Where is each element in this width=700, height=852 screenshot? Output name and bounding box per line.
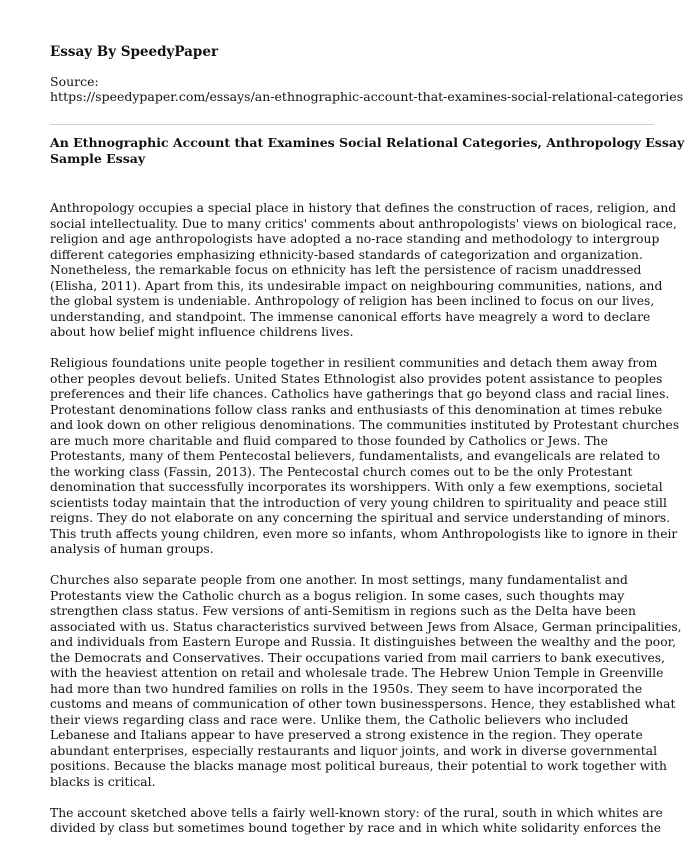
text-line: their views regarding class and race were. Unlike them, the Catholic believers who included	[50, 712, 629, 727]
text-line: (Elisha, 2011). Apart from this, its undesirable impact on neighbouring communities, nations, and	[50, 278, 663, 293]
text-line: blacks is critical.	[50, 774, 156, 789]
text-line: The account sketched above tells a fairly well-known story: of the rural, south in which whites are	[50, 805, 663, 820]
text-line: Anthropology occupies a special place in history that defines the construction of races, religion, and	[50, 201, 677, 215]
text-line: are much more charitable and fluid compared to those founded by Catholics or Jews. The	[50, 433, 608, 448]
text-line: Protestants view the Catholic church as a bogus religion. In some cases, such thoughts may	[50, 588, 625, 603]
text-line: reigns. They do not elaborate on any concerning the spiritual and service understanding of minors.	[50, 511, 671, 525]
essay-title-line: An Ethnographic Account that Examines Social Relational Categories, Anthropology Essay	[50, 135, 685, 150]
text-line: associated with us. Status characteristics survived between Jews from Alsace, German principalities,	[50, 619, 682, 634]
essay-title-line: Sample Essay	[50, 150, 146, 166]
paragraph-2	[50, 356, 680, 558]
text-line: and look down on other religious denominations. The communities instituted by Protestant churches	[50, 418, 680, 432]
text-line: and individuals from Eastern Europe and Russia. It distinguishes between the wealthy and the poor,	[50, 635, 677, 649]
essay-body	[50, 201, 682, 852]
text-line: analysis of human groups.	[50, 542, 214, 556]
paragraph-3	[50, 573, 682, 790]
text-line: This truth affects young children, even more so infants, whom Anthropologists like to ignore in their	[50, 526, 678, 541]
text-line: the working class (Fassin, 2013). The Pentecostal church comes out to be the only Protestant	[50, 464, 633, 479]
document-header-title: Essay By SpeedyPaper	[50, 44, 219, 60]
text-line: scientists today maintain that the introduction of very young children to spirituality and peace still	[50, 495, 667, 510]
paragraph-4	[50, 805, 663, 837]
text-line: Nonetheless, the remarkable focus on ethnicity has left the persistence of racism unaddressed	[50, 263, 642, 277]
source-url[interactable]: https://speedypaper.com/essays/an-ethnographic-account-that-examines-social-relational-categories	[50, 89, 684, 104]
text-line: the global system is undeniable. Anthropology of religion has been inclined to focus on our lives,	[50, 294, 655, 308]
text-line: with the heaviest attention on retail and wholesale trade. The Hebrew Union Temple in Greenville	[50, 666, 664, 680]
text-line: Lebanese and Italians appear to have preserved a strong existence in the region. They operate	[50, 728, 643, 742]
text-line: the Democrats and Conservatives. Their occupations varied from mail carriers to bank executives,	[50, 650, 666, 665]
essay-title	[50, 135, 685, 166]
text-line: different categories emphasizing ethnicity-based standards of categorization and organization.	[50, 247, 643, 262]
text-line: Protestant denominations follow class ranks and enthusiasts of this denomination at times rebuke	[50, 402, 663, 417]
text-line: about how belief might influence childrens lives.	[50, 325, 354, 339]
text-line: religion and age anthropologists have adopted a no-race standing and methodology to intergroup	[50, 232, 660, 246]
text-line: Protestants, many of them Pentecostal believers, fundamentalists, and evangelicals are related to	[50, 449, 661, 463]
text-line: positions. Because the blacks manage most political bureaus, their potential to work together with	[50, 759, 667, 773]
source-label: Source:	[50, 74, 99, 89]
text-line: understanding, and standpoint. The immense canonical efforts have meagrely a word to declare	[50, 309, 651, 324]
text-line: customs and means of communication of other town businesspersons. Hence, they established what	[50, 697, 676, 711]
text-line: other peoples devout beliefs. United States Ethnologist also provides potent assistance to peoples	[50, 371, 663, 386]
text-line: Churches also separate people from one another. In most settings, many fundamentalist and	[50, 573, 628, 587]
text-line: strengthen class status. Few versions of anti-Semitism in regions such as the Delta have been	[50, 604, 636, 618]
text-line: had more than two hundred families on rolls in the 1950s. They seem to have incorporated the	[50, 681, 643, 696]
text-line: denomination that successfully incorporates its worshippers. With only a few exemptions, societal	[50, 480, 663, 494]
text-line: divided by class but sometimes bound together by race and in which white solidarity enforces the	[50, 821, 662, 835]
header-divider	[50, 124, 654, 125]
text-line: social intellectuality. Due to many critics' comments about anthropologists' views on biological race,	[50, 216, 677, 231]
text-line: Religious foundations unite people together in resilient communities and detach them away from	[50, 356, 658, 370]
text-line: abundant enterprises, especially restaurants and liquor joints, and work in diverse governmental	[50, 743, 658, 758]
paragraph-1	[50, 201, 677, 341]
text-line: preferences and their life chances. Catholics have gatherings that go beyond class and racial lines.	[50, 387, 670, 401]
